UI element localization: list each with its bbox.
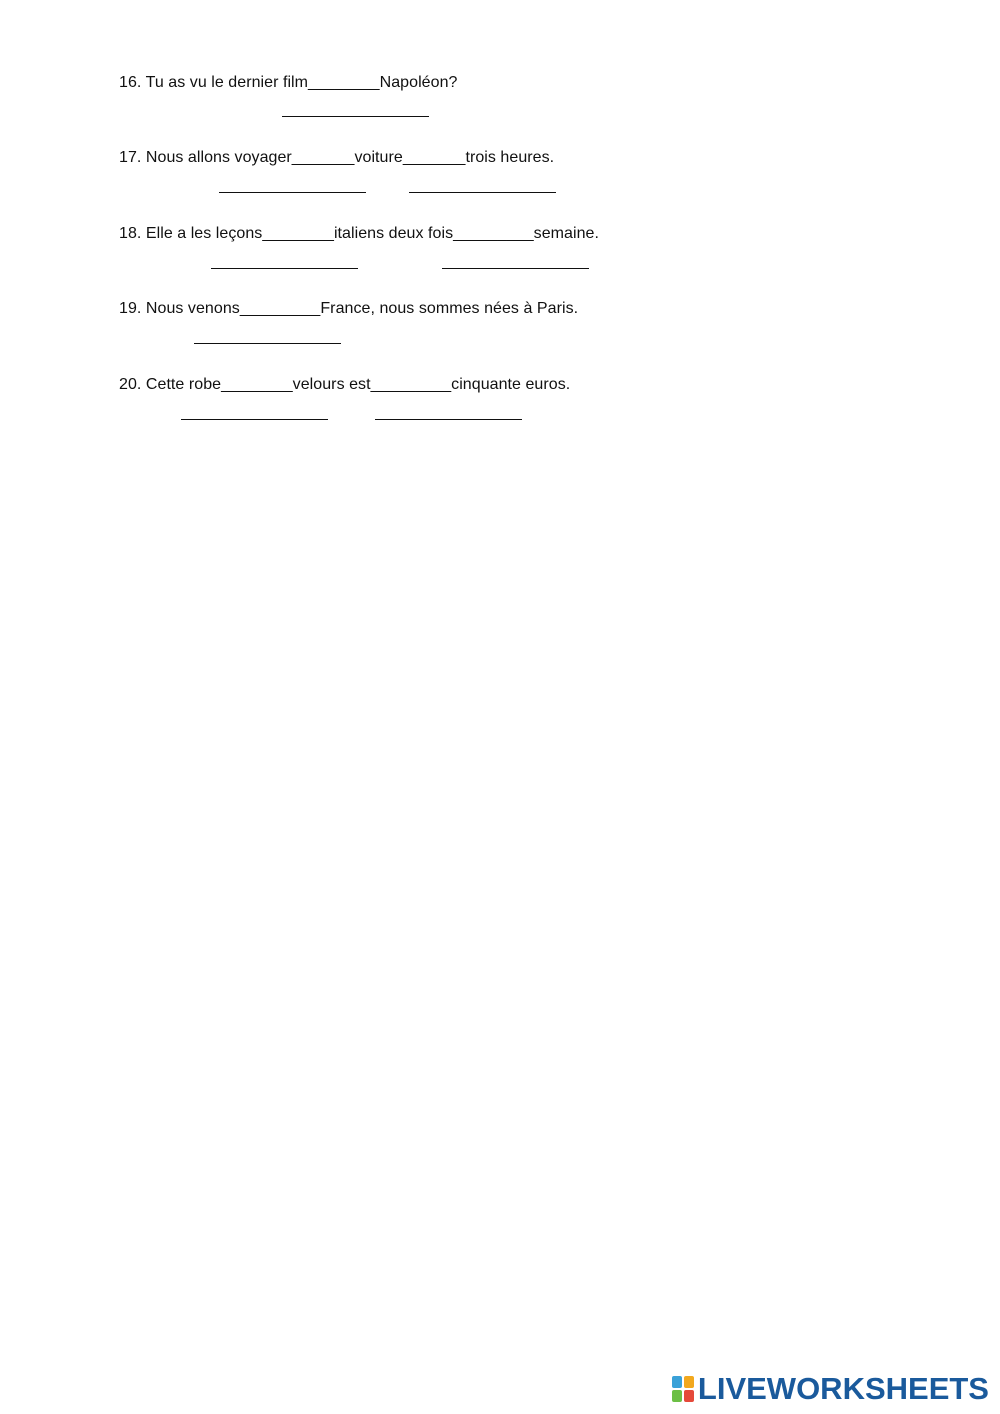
logo-tile-blue [672, 1376, 682, 1388]
answer-field-18-1[interactable] [211, 268, 358, 269]
answer-field-19-1[interactable] [194, 343, 341, 344]
question-17: 17. Nous allons voyager_______voiture_______trois heures. [119, 149, 555, 166]
liveworksheets-logo-icon [672, 1376, 694, 1402]
logo-tile-green [672, 1390, 682, 1402]
answer-field-20-2[interactable] [375, 419, 522, 420]
logo-text: LIVEWORKSHEETS [697, 1371, 989, 1406]
answer-field-16-1[interactable] [282, 116, 429, 117]
answer-field-20-1[interactable] [181, 419, 328, 420]
question-19: 19. Nous venons_________France, nous sommes nées à Paris. [119, 300, 579, 317]
question-18: 18. Elle a les leçons________italiens deux fois_________semaine. [119, 225, 599, 242]
answer-field-17-1[interactable] [219, 192, 366, 193]
question-16: 16. Tu as vu le dernier film________Napoléon? [119, 74, 458, 91]
question-20: 20. Cette robe________velours est_________cinquante euros. [119, 376, 571, 393]
answer-field-18-2[interactable] [442, 268, 589, 269]
answer-field-17-2[interactable] [409, 192, 556, 193]
logo-tile-red [684, 1390, 694, 1402]
liveworksheets-logo [672, 1373, 989, 1405]
logo-tile-orange [684, 1376, 694, 1388]
